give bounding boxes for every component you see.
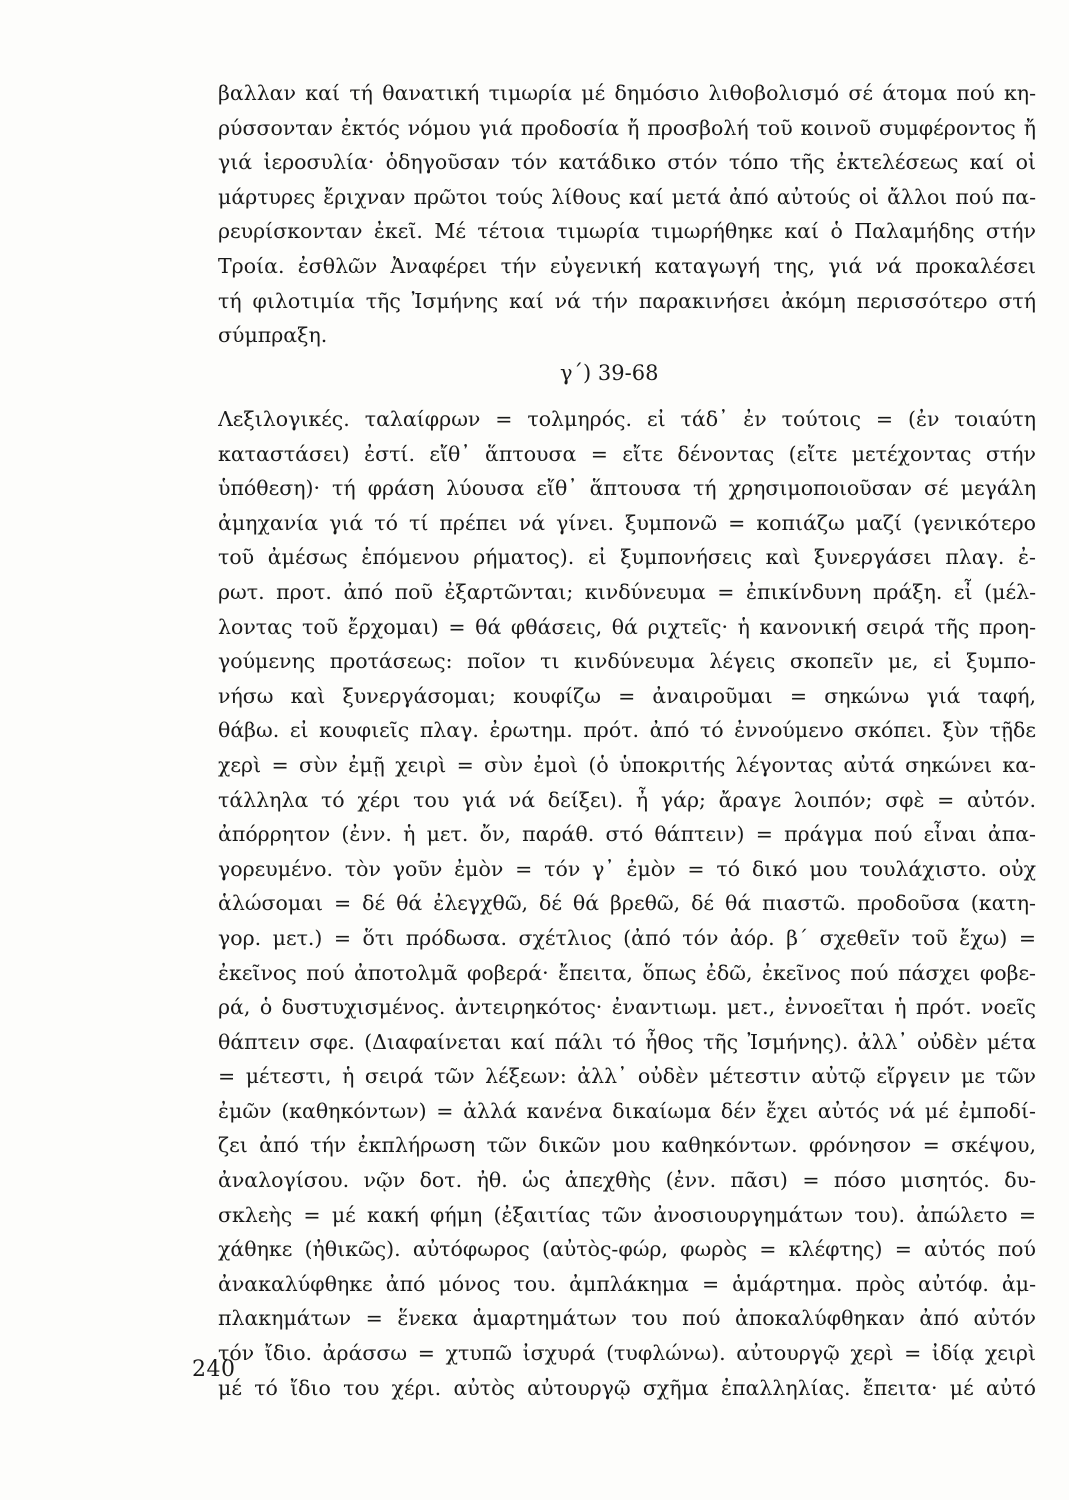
text-line: ἀμηχανία γιά τό τί πρέπει νά γίνει. ξυμπονῶ = κοπιάζω μαζί (γενικότερο [218,510,1036,535]
text-line: ἐκεῖνος πού ἀποτολμᾶ φοβερά· ἔπειτα, ὅπως ἐδῶ, ἐκεῖνος πού πάσχει φοβε- [218,960,1036,985]
text-line: τοῦ ἀμέσως ἑπόμενου ρήματος). εἰ ξυμπονήσεις καὶ ξυνεργάσει πλαγ. ἐ- [218,545,1036,570]
text-line: καταστάσει) ἐστί. εἴθ᾽ ἅπτουσα = εἴτε δένοντας (εἴτε μετέχοντας στήν [218,441,1036,466]
text-line: ρά, ὁ δυστυχισμένος. ἀντειρηκότος· ἐναντιωμ. μετ., ἐννοεῖται ἡ πρότ. νοεῖς [218,995,1036,1020]
text-line: ἀπόρρητον (ἐνν. ἡ μετ. ὄν, παράθ. στό θάπτειν) = πράγμα πού εἶναι ἀπα- [218,822,1036,847]
text-line: ἁλώσομαι = δέ θά ἐλεγχθῶ, δέ θά βρεθῶ, δέ θά πιαστῶ. προδοῦσα (κατη- [218,891,1036,916]
text-line: σύμπραξη. [218,323,328,348]
text-line: λοντας τοῦ ἔρχομαι) = θά φθάσεις, θά ριχτεῖς· ἡ κανονική σειρά τῆς προη- [218,614,1036,639]
text-line: θάβω. εἰ κουφιεῖς πλαγ. ἐρωτημ. πρότ. ἀπό τό ἐννούμενο σκόπει. ξὺν τῇδε [218,718,1036,743]
text-line: ζει ἀπό τήν ἐκπλήρωση τῶν δικῶν μου καθηκόντων. φρόνησον = σκέψου, [218,1133,1036,1158]
text-line: ρευρίσκονταν ἐκεῖ. Μέ τέτοια τιμωρία τιμωρήθηκε καί ὁ Παλαμήδης στήν [218,219,1036,244]
text-line: μέ τό ἴδιο του χέρι. αὐτὸς αὐτουργῷ σχῆμα ἐπαλληλίας. ἔπειτα· μέ αὐτό [218,1375,1036,1400]
section-heading: γ´) 39-68 [560,361,659,385]
text-line: μάρτυρες ἔριχναν πρῶτοι τούς λίθους καί μετά ἀπό αὐτούς οἱ ἄλλοι πού πα- [218,184,1036,209]
text-line: ἐμῶν (καθηκόντων) = ἀλλά κανένα δικαίωμα δέν ἔχει αὐτός νά μέ ἐμποδί- [218,1098,1036,1123]
text-line: ὑπόθεση)· τή φράση λύουσα εἴθ᾽ ἅπτουσα τή χρησιμοποιοῦσαν σέ μεγάλη [218,476,1036,501]
text-line: τή φιλοτιμία τῆς Ἰσμήνης καί νά τήν παρακινήσει ἀκόμη περισσότερο στή [218,288,1036,313]
page-number: 240 [192,1357,236,1382]
text-line: ρωτ. προτ. ἀπό ποῦ ἐξαρτῶνται; κινδύνευμα = ἐπικίνδυνη πράξη. εἶ (μέλ- [218,579,1036,604]
text-line: γιά ἱεροσυλία· ὁδηγοῦσαν τόν κατάδικο στόν τόπο τῆς ἐκτελέσεως καί οἱ [218,150,1036,175]
text-line: χερὶ = σὺν ἐμῇ χειρὶ = σὺν ἐμοὶ (ὁ ὑποκριτής λέγοντας αὐτά σηκώνει κα- [218,752,1036,777]
text-line: Λεξιλογικές. ταλαίφρων = τολμηρός. εἰ τάδ᾽ ἐν τούτοις = (ἐν τοιαύτη [218,407,1036,431]
text-line: νήσω καὶ ξυνεργάσομαι; κουφίζω = ἀναιροῦμαι = σηκώνω γιά ταφή, [218,683,1036,708]
text-line: ρύσσονταν ἐκτός νόμου γιά προδοσία ἤ προσβολή τοῦ κοινοῦ συμφέροντος ἤ [218,115,1036,140]
text-line: = μέτεστι, ἡ σειρά τῶν λέξεων: ἀλλ᾽ οὐδὲν μέτεστιν αὐτῷ εἴργειν με τῶν [218,1064,1036,1089]
text-line: σκλεὴς = μέ κακή φήμη (ἐξαιτίας τῶν ἀνοσιουργημάτων του). ἀπώλετο = [218,1202,1036,1227]
text-line: πλακημάτων = ἕνεκα ἁμαρτημάτων του πού ἀποκαλύφθηκαν ἀπό αὐτόν [218,1306,1036,1331]
paragraph-2 [218,402,1036,1405]
text-line: Τροία. ἐσθλῶν Ἀναφέρει τήν εὐγενική καταγωγή της, γιά νά προκαλέσει [218,253,1036,278]
text-line: θάπτειν σφε. (Διαφαίνεται καί πάλι τό ἦθος τῆς Ἰσμήνης). ἀλλ᾽ οὐδὲν μέτα [218,1029,1036,1054]
text-line: γορ. μετ.) = ὅτι πρόδωσα. σχέτλιος (ἀπό τόν ἀόρ. β´ σχεθεῖν τοῦ ἔχω) = [218,925,1036,950]
paragraph-1 [218,76,1036,353]
text-line: χάθηκε (ἠθικῶς). αὐτόφωρος (αὐτὸς-φώρ, φωρὸς = κλέφτης) = αὐτός πού [218,1237,1036,1262]
text-line: ἀνακαλύφθηκε ἀπό μόνος του. ἀμπλάκημα = ἁμάρτημα. πρὸς αὐτόφ. ἀμ- [218,1271,1036,1296]
text-line: ἀναλογίσου. νῷν δοτ. ἠθ. ὡς ἀπεχθὴς (ἐνν. πᾶσι) = πόσο μισητός. δυ- [218,1168,1036,1193]
text-line: βαλλαν καί τή θανατική τιμωρία μέ δημόσιο λιθοβολισμό σέ άτομα πού κη- [218,81,1036,105]
text-line: τάλληλα τό χέρι του γιά νά δείξει). ἦ γάρ; ἄραγε λοιπόν; σφὲ = αὐτόν. [218,787,1036,812]
text-line: γορευμένο. τὸν γοῦν ἐμὸν = τόν γ᾽ ἐμὸν = τό δικό μου τουλάχιστο. οὐχ [218,856,1036,881]
text-line: γούμενης προτάσεως: ποῖον τι κινδύνευμα λέγεις σκοπεῖν με, εἰ ξυμπο- [218,649,1036,674]
text-line: τόν ἴδιο. ἀράσσω = χτυπῶ ἰσχυρά (τυφλώνω). αὐτουργῷ χερὶ = ἰδίᾳ χειρὶ [218,1341,1036,1366]
